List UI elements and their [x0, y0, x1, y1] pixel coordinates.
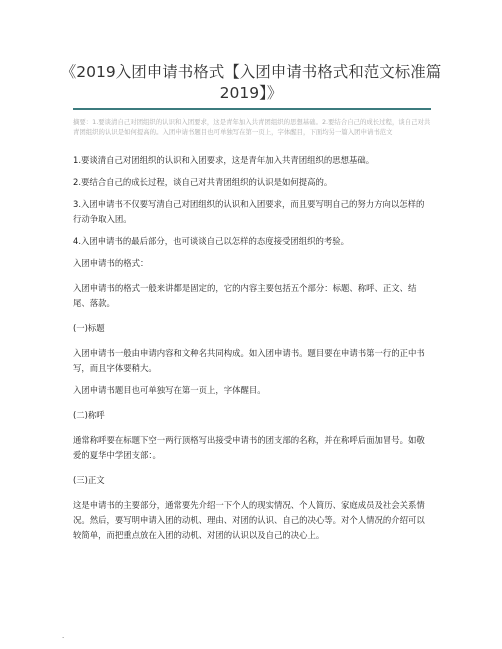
paragraph-2: 2.要结合自己的成长过程，谈自己对共青团组织的认识是如何提高的。 [73, 177, 333, 187]
title-divider [73, 108, 431, 110]
section-heading-title: (一)标题 [73, 323, 105, 333]
format-description: 入团申请书的格式一般来讲都是固定的，它的内容主要包括五个部分：标题、称呼、正文、结尾、落款。 [73, 283, 417, 308]
format-heading: 入团申请书的格式： [73, 258, 149, 268]
salutation-description: 通常称呼要在标题下空一两行顶格写出接受申请书的团支部的名称，并在称呼后面加冒号。如敬爱的夏华中学团支部：。 [73, 435, 425, 460]
section-heading-body: (三)正文 [73, 475, 105, 485]
section-heading-salutation: (二)称呼 [73, 410, 105, 420]
footer-mark: . [62, 632, 65, 640]
paragraph-1: 1.要谈清自己对团组织的认识和入团要求，这是青年加入共青团组织的思想基础。 [73, 155, 375, 165]
paragraph-3: 3.入团申请书不仅要写清自己对团组织的认识和入团要求，而且要写明自己的努力方向以怎样的行动争取入团。 [73, 199, 425, 224]
body-description: 这是申请书的主要部分，通常要先介绍一下个人的现实情况、个人简历、家庭成员及社会关系情况。然后，要写明申请入团的动机、理由、对团的认识、自己的决心等。对个人情况的介绍可以较简单，而把重点放在入团的动机、对团的认识以及自己的决心上。 [73, 500, 425, 540]
abstract-text: 摘要：1.要谈清自己对团组织的认识和入团要求，这是青年加入共青团组织的思想基础。2.要结合自己的成长过程，谈自己对共青团组织的认识是如何提高的。入团申请书题目也可单独写在第一页上，字体醒目，下面均另一篇入团申请书范文 [73, 118, 431, 136]
document-title: 《2019入团申请书格式【入团申请书格式和范文标准篇2019】》 [60, 63, 442, 102]
paragraph-4: 4.入团申请书的最后部分，也可谈谈自己以怎样的态度接受团组织的考验。 [73, 236, 349, 246]
document-body [73, 153, 431, 543]
title-note: 入团申请书题目也可单独写在第一页上，字体醒目。 [73, 385, 266, 395]
title-description: 入团申请书一般由申请内容和文种名共同构成。如入团申请书。题目要在申请书第一行的正中书写，而且字体要稍大。 [73, 348, 425, 373]
